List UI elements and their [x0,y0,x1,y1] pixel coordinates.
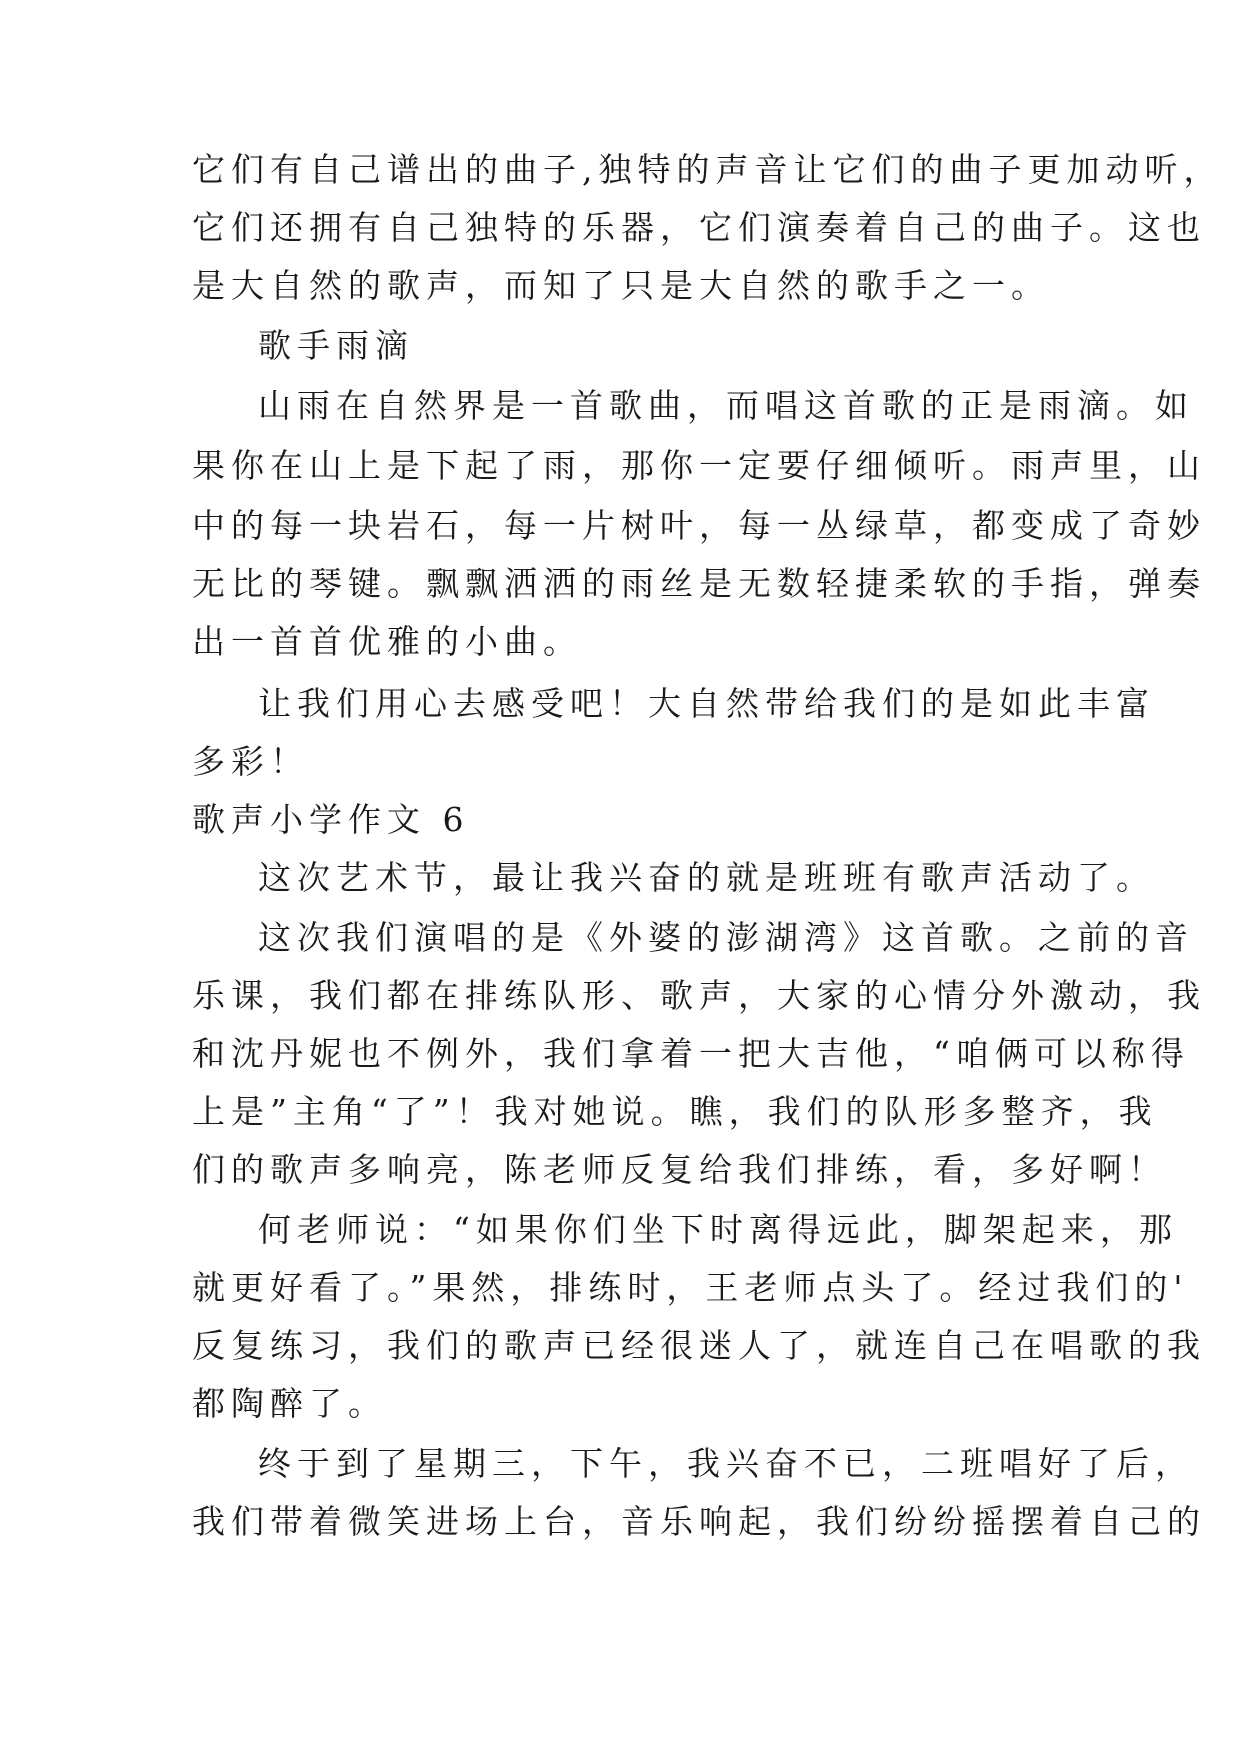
text-line: 乐课，我们都在排练队形、歌声，大家的心情分外激动，我 [192,976,1206,1015]
text-line: 都陶醉了。 [192,1384,387,1423]
text-line: 这次我们演唱的是《外婆的澎湖湾》这首歌。之前的音 [258,918,1194,957]
text-line: 无比的琴键。飘飘洒洒的雨丝是无数轻捷柔软的手指，弹奏 [192,564,1206,603]
text-line: 何老师说：“如果你们坐下时离得远此，脚架起来，那 [258,1210,1178,1249]
section-title: 歌声小学作文 6 [192,800,470,839]
text-line: 反复练习，我们的歌声已经很迷人了，就连自己在唱歌的我 [192,1326,1206,1365]
text-line: 果你在山上是下起了雨，那你一定要仔细倾听。雨声里，山 [192,446,1206,485]
text-line: 让我们用心去感受吧！大自然带给我们的是如此丰富 [258,684,1155,723]
text-line: 我们带着微笑进场上台，音乐响起，我们纷纷摇摆着自己的 [192,1502,1206,1541]
text-line: 出一首首优雅的小曲。 [192,622,582,661]
text-line: 们的歌声多响亮，陈老师反复给我们排练，看，多好啊！ [192,1150,1167,1189]
text-line: 是大自然的歌声，而知了只是大自然的歌手之一。 [192,266,1050,305]
text-line: 山雨在自然界是一首歌曲，而唱这首歌的正是雨滴。如 [258,386,1194,425]
text-line: 这次艺术节，最让我兴奋的就是班班有歌声活动了。 [258,858,1155,897]
text-line: 它们有自己谱出的曲子,独特的声音让它们的曲子更加动听， [192,150,1223,189]
text-line: 多彩！ [192,742,309,781]
text-line: 和沈丹妮也不例外，我们拿着一把大吉他，“咱俩可以称得 [192,1034,1190,1073]
text-line: 就更好看了。”果然，排练时，王老师点头了。经过我们的' [192,1268,1189,1307]
text-line: 上是”主角“了”！我对她说。瞧，我们的队形多整齐，我 [192,1092,1158,1131]
text-line: 终于到了星期三，下午，我兴奋不已，二班唱好了后， [258,1444,1194,1483]
text-line: 中的每一块岩石，每一片树叶，每一丛绿草，都变成了奇妙 [192,506,1206,545]
text-line: 它们还拥有自己独特的乐器，它们演奏着自己的曲子。这也 [192,208,1206,247]
section-heading: 歌手雨滴 [258,326,414,365]
